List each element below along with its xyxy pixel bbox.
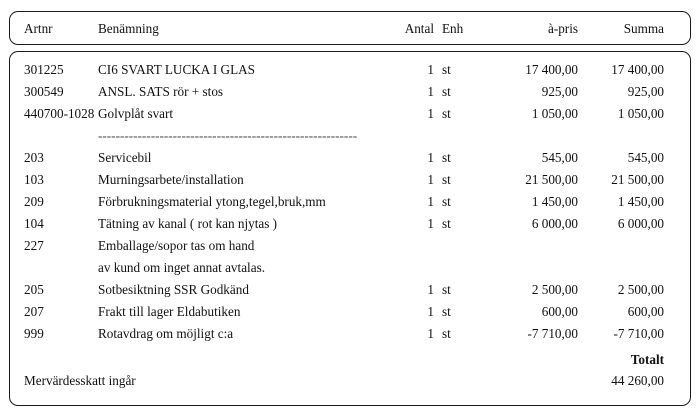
cell-apris: 21 500,00 [525, 172, 578, 187]
section-separator-row [10, 125, 690, 147]
table-row [10, 279, 690, 301]
totals-section [10, 349, 690, 391]
dashed-separator: ----------------------------------------------------------- [98, 128, 358, 143]
cell-artnr: 203 [24, 150, 44, 165]
cell-summa: 600,00 [627, 304, 664, 319]
cell-summa: 925,00 [627, 84, 664, 99]
cell-enh: st [442, 326, 451, 341]
cell-artnr: 301225 [24, 62, 64, 77]
cell-artnr: 440700-1028 [24, 106, 95, 121]
cell-artnr: 104 [24, 216, 44, 231]
cell-benamning: CI6 SVART LUCKA I GLAS [98, 62, 255, 77]
table-row [10, 59, 690, 81]
table-row [10, 81, 690, 103]
table-row [10, 301, 690, 323]
cell-summa: 1 450,00 [617, 194, 664, 209]
cell-enh: st [442, 216, 451, 231]
cell-enh: st [442, 84, 451, 99]
cell-antal: 1 [427, 84, 434, 99]
cell-antal: 1 [427, 304, 434, 319]
cell-benamning: Sotbesiktning SSR Godkänd [98, 282, 249, 297]
column-header-apris: à-pris [547, 21, 578, 36]
cell-artnr: 205 [24, 282, 44, 297]
cell-apris: -7 710,00 [527, 326, 578, 341]
cell-apris: 1 050,00 [531, 106, 578, 121]
table-body-box [9, 51, 691, 406]
total-label-row [10, 349, 690, 370]
table-header-box [9, 11, 691, 45]
cell-antal: 1 [427, 106, 434, 121]
table-row [10, 147, 690, 169]
cell-antal: 1 [427, 216, 434, 231]
column-header-enh: Enh [442, 21, 464, 36]
cell-summa: -7 710,00 [613, 326, 664, 341]
cell-enh: st [442, 304, 451, 319]
cell-antal: 1 [427, 172, 434, 187]
cell-artnr: 209 [24, 194, 44, 209]
cell-benamning: Tätning av kanal ( rot kan njytas ) [98, 216, 278, 231]
cell-apris: 545,00 [541, 150, 578, 165]
cell-antal: 1 [427, 194, 434, 209]
cell-enh: st [442, 150, 451, 165]
total-value: 44 260,00 [611, 373, 664, 388]
cell-antal: 1 [427, 326, 434, 341]
cell-enh: st [442, 282, 451, 297]
table-row [10, 257, 690, 279]
table-row [10, 169, 690, 191]
cell-artnr: 999 [24, 326, 44, 341]
column-header-antal: Antal [404, 21, 434, 36]
cell-benamning: Murningsarbete/installation [98, 172, 244, 187]
total-label: Totalt [630, 352, 664, 367]
cell-antal: 1 [427, 282, 434, 297]
cell-antal: 1 [427, 62, 434, 77]
column-header-benamning: Benämning [98, 21, 159, 36]
cell-enh: st [442, 62, 451, 77]
cell-summa: 545,00 [627, 150, 664, 165]
cell-benamning: Servicebil [98, 150, 152, 165]
column-header-summa: Summa [623, 21, 664, 36]
cell-benamning: Rotavdrag om möjligt c:a [98, 326, 234, 341]
cell-artnr: 300549 [24, 84, 64, 99]
cell-apris: 1 450,00 [531, 194, 578, 209]
cell-benamning: av kund om inget annat avtalas. [98, 260, 265, 275]
total-value-row [10, 370, 690, 391]
cell-apris: 6 000,00 [531, 216, 578, 231]
cell-summa: 2 500,00 [617, 282, 664, 297]
cell-enh: st [442, 172, 451, 187]
vat-note: Mervärdesskatt ingår [24, 373, 136, 388]
cell-enh: st [442, 106, 451, 121]
cell-benamning: Förbrukningsmaterial ytong,tegel,bruk,mm [98, 194, 326, 209]
cell-summa: 1 050,00 [617, 106, 664, 121]
table-row [10, 103, 690, 125]
cell-apris: 600,00 [541, 304, 578, 319]
table-row [10, 235, 690, 257]
cell-benamning: ANSL. SATS rör + stos [98, 84, 224, 99]
cell-artnr: 227 [24, 238, 44, 253]
cell-artnr: 103 [24, 172, 44, 187]
cell-summa: 6 000,00 [617, 216, 664, 231]
cell-benamning: Frakt till lager Eldabutiken [98, 304, 241, 319]
cell-artnr: 207 [24, 304, 44, 319]
table-header-row [10, 12, 690, 46]
table-row [10, 323, 690, 345]
cell-benamning: Emballage/sopor tas om hand [98, 238, 255, 253]
line-items-list [10, 59, 690, 345]
cell-summa: 17 400,00 [611, 62, 664, 77]
cell-benamning: Golvplåt svart [98, 106, 174, 121]
column-header-artnr: Artnr [24, 21, 53, 36]
table-row [10, 191, 690, 213]
cell-apris: 17 400,00 [525, 62, 578, 77]
cell-apris: 2 500,00 [531, 282, 578, 297]
cell-antal: 1 [427, 150, 434, 165]
table-row [10, 213, 690, 235]
cell-apris: 925,00 [541, 84, 578, 99]
cell-summa: 21 500,00 [611, 172, 664, 187]
cell-enh: st [442, 194, 451, 209]
